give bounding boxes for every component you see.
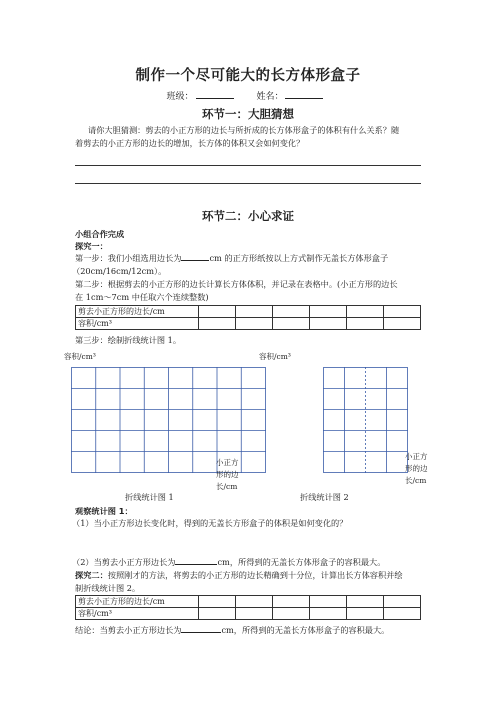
explore2-line xyxy=(75,569,403,582)
step2-text-a: 第二步：根据剪去的小正方形的边长计算长方体体积，并记录在表格中。(小正方形的边长 xyxy=(75,279,398,289)
chart2-xlabel-line3: 长/cm xyxy=(405,476,427,485)
explore2-text-2: 制折线统计图 2。 xyxy=(75,583,141,593)
step3-text: 第三步：绘制折线统计图 1。 xyxy=(75,335,182,345)
step1-sizes: （20cm/16cm/12cm）。 xyxy=(72,266,167,276)
table2-cell[interactable] xyxy=(310,608,347,620)
table2-row-volume xyxy=(76,608,421,620)
explore1-title: 探究一： xyxy=(75,241,108,251)
class-label: 班级： xyxy=(166,92,194,102)
table1-cell[interactable] xyxy=(347,306,384,318)
table2-head-length: 剪去小正方形的边长/cm xyxy=(76,596,199,608)
section1-text-2: 着剪去的小正方形的边长的增加，长方体的体积又会如何变化？ xyxy=(75,138,305,148)
question-2-text-b: cm，所得到的无盖长方体形盒子的容积最大。 xyxy=(217,557,386,567)
table1-cell[interactable] xyxy=(347,318,384,330)
table2-cell[interactable] xyxy=(199,608,236,620)
table2-cell[interactable] xyxy=(236,608,273,620)
explore2-text: 按照刚才的方法，将剪去的小正方形的边长精确到十分位，计算出长方体容积并绘 xyxy=(107,570,403,580)
table1-cell[interactable] xyxy=(199,306,236,318)
conclusion-text-b: cm，所得到的无盖长方体形盒子的容积最大。 xyxy=(221,625,390,635)
step1-blank[interactable] xyxy=(181,252,209,261)
name-label: 姓名： xyxy=(256,92,284,102)
page-title: 制作一个尽可能大的长方体形盒子 xyxy=(135,68,361,84)
step1-unit: cm xyxy=(209,253,222,263)
chart2-xlabel-line2: 形的边 xyxy=(405,464,428,473)
chart1-caption: 折线统计图 1 xyxy=(125,492,174,502)
chart1-xlabel-line3: 长/cm xyxy=(216,482,238,491)
question-1: （1）当小正方形边长变化时，得到的无盖长方形盒子的体积是如何变化的？ xyxy=(72,518,348,528)
chart1-xlabel xyxy=(216,457,239,493)
conclusion-blank[interactable] xyxy=(181,624,221,633)
observe-title: 观察统计图 1： xyxy=(75,506,133,516)
table1-cell[interactable] xyxy=(273,318,310,330)
data-table-1 xyxy=(75,305,421,330)
student-info-row xyxy=(0,89,496,102)
step1-text-a: 第一步：我们小组选用边长为 xyxy=(75,253,182,263)
chart1-xlabel-line1: 小正方 xyxy=(216,458,239,467)
table1-head-length: 剪去小正方形的边长/cm xyxy=(76,306,199,318)
question-2-blank[interactable] xyxy=(175,556,217,565)
answer-line-2[interactable] xyxy=(75,183,421,184)
chart2-xlabel xyxy=(405,451,428,487)
table1-row-length xyxy=(76,306,421,318)
conclusion-text-a: 结论：当剪去小正方形边长为 xyxy=(75,625,182,635)
table2-cell[interactable] xyxy=(347,596,384,608)
class-blank[interactable] xyxy=(196,89,234,99)
chart1-ylabel: 容积/cm³ xyxy=(64,352,96,361)
table1-cell[interactable] xyxy=(273,306,310,318)
chart2-ylabel: 容积/cm³ xyxy=(259,352,291,361)
section1-heading: 环节一：大胆猜想 xyxy=(202,107,294,121)
table2-row-length xyxy=(76,596,421,608)
table1-cell[interactable] xyxy=(236,318,273,330)
table2-cell[interactable] xyxy=(273,608,310,620)
step1-line xyxy=(75,252,425,265)
table2-cell[interactable] xyxy=(384,596,421,608)
explore2-title: 探究二： xyxy=(75,570,108,580)
table1-cell[interactable] xyxy=(310,306,347,318)
step1-text-b: 的正方形纸按以上方式制作无盖长方体形盒子 xyxy=(224,253,389,263)
table2-cell[interactable] xyxy=(199,596,236,608)
chart1-xlabel-line2: 形的边 xyxy=(216,470,239,479)
table1-cell[interactable] xyxy=(384,306,421,318)
table2-cell[interactable] xyxy=(384,608,421,620)
table1-head-volume: 容积/cm³ xyxy=(76,318,199,330)
table2-cell[interactable] xyxy=(310,596,347,608)
table2-cell[interactable] xyxy=(273,596,310,608)
step2-text-b: 在 1cm～7cm 中任取六个连续整数) xyxy=(75,292,209,302)
table1-cell[interactable] xyxy=(199,318,236,330)
table1-row-volume xyxy=(76,318,421,330)
group-title: 小组合作完成 xyxy=(75,229,125,239)
table2-head-volume: 容积/cm³ xyxy=(76,608,199,620)
table1-cell[interactable] xyxy=(310,318,347,330)
conclusion xyxy=(75,624,389,637)
table1-cell[interactable] xyxy=(236,306,273,318)
data-table-2 xyxy=(75,595,421,620)
table1-cell[interactable] xyxy=(384,318,421,330)
answer-line-1[interactable] xyxy=(75,165,421,166)
section2-heading: 环节二：小心求证 xyxy=(202,209,294,223)
chart2-xlabel-line1: 小正方 xyxy=(405,452,428,461)
chart2-grid[interactable] xyxy=(323,367,409,475)
table2-cell[interactable] xyxy=(236,596,273,608)
chart2-caption: 折线统计图 2 xyxy=(300,492,349,502)
section1-text-1: 请你大胆猜测：剪去的小正方形的边长与所折成的长方体形盒子的体积有什么关系？随 xyxy=(88,125,400,135)
question-2-text-a: （2）当剪去小正方形边长为 xyxy=(72,557,176,567)
question-2 xyxy=(72,556,385,569)
name-blank[interactable] xyxy=(285,89,323,99)
table2-cell[interactable] xyxy=(347,608,384,620)
